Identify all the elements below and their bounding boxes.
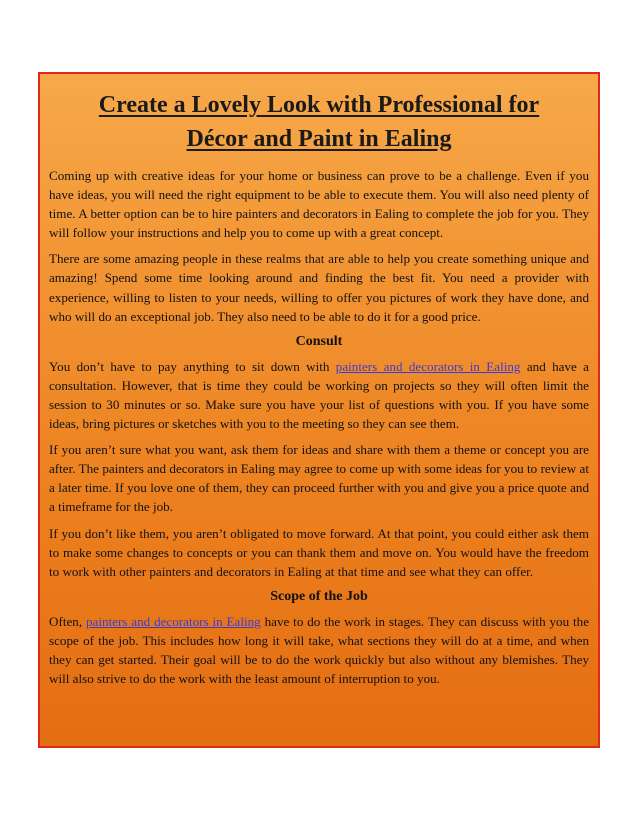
- scope-p1-text-before: Often,: [49, 613, 86, 629]
- painters-decorators-link-2[interactable]: painters and decorators in Ealing: [85, 613, 261, 629]
- page-title: [49, 88, 589, 156]
- scope-heading: Scope of the Job: [270, 588, 368, 604]
- consult-paragraph-2: If you aren’t sure what you want, ask them for ideas and share with them a theme or concept you are after. The painters and decorators in Ealing may agree to come up with some ideas for you to review at a later time. If you love one of them, they can proceed further with you and give you a price quote and a timeframe for the job.: [49, 442, 589, 515]
- document-panel: [38, 72, 600, 748]
- title-line-1: Create a Lovely Look with Professional for: [98, 92, 540, 118]
- intro-paragraph-1: Coming up with creative ideas for your home or business can prove to be a challenge. Even if you have ideas, you will need the right equipment to be able to execute them. You will also need plenty of time. A better option can be to hire painters and decorators in Ealing to complete the job for you. They will follow your instructions and help you to come up with a great concept.: [49, 168, 589, 241]
- painters-decorators-link[interactable]: painters and decorators in Ealing: [335, 358, 521, 374]
- consult-heading: Consult: [295, 333, 343, 349]
- consult-paragraph-1: [49, 357, 589, 433]
- scope-p1-text-after: have to do the work in stages. They can discuss with you the scope of the job. This includes how long it will take, what sections they will do at a time, and when they can get started. Their goal will be to do the work quickly but also without any blemishes. They will also strive to do the work with the least amount of interruption to you.: [49, 613, 590, 687]
- scope-paragraph-1: [49, 612, 589, 688]
- consult-p1-text-after: and have a consultation. However, that is time they could be working on projects so they will often limit the session to 30 minutes or so. Make sure you have your list of questions with you. If you have some ideas, bring pictures or sketches with you to the meeting so they can see them.: [49, 358, 589, 432]
- title-line-2: Décor and Paint in Ealing: [186, 126, 452, 152]
- intro-paragraph-2: There are some amazing people in these realms that are able to help you create something unique and amazing! Spend some time looking around and finding the best fit. You need a provider with experience, willing to listen to your needs, willing to offer you pictures of work they have done, and who will do an exceptional job. They also need to be able to do it for a good price.: [49, 251, 589, 324]
- consult-p1-text-before: You don’t have to pay anything to sit down with: [49, 358, 336, 374]
- consult-paragraph-3: If you don’t like them, you aren’t obligated to move forward. At that point, you could either ask them to make some changes to concepts or you can thank them and move on. You would have the freedom to work with other painters and decorators in Ealing at that time and see what they can offer.: [49, 525, 589, 579]
